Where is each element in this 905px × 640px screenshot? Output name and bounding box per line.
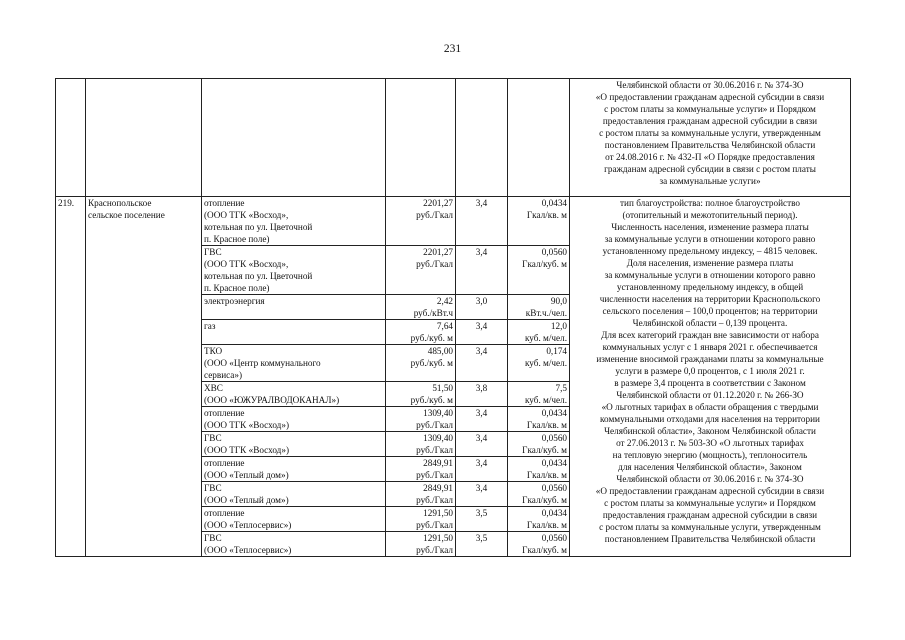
- tariff-value: [386, 345, 456, 382]
- service-line: (ООО ТГК «Восход»,: [204, 210, 289, 220]
- standard-line: 0,0560: [541, 433, 567, 443]
- service-line: электроэнергия: [204, 296, 265, 306]
- service-line: ХВС: [204, 383, 223, 393]
- note-line: предоставления гражданам адресной субсидии в связи: [602, 510, 818, 520]
- note-line: за коммунальные услуги в отношении которого равно: [604, 234, 816, 244]
- service-name: [202, 532, 386, 557]
- index-value: 3,4: [456, 345, 508, 382]
- tariff-line: 1291,50: [423, 508, 453, 518]
- tariff-value: [386, 197, 456, 246]
- tariff-line: 2849,91: [423, 483, 453, 493]
- note-line: «О льготных тарифах в области обращения с твердыми: [601, 402, 819, 412]
- service-line: котельная по ул. Цветочной: [204, 271, 313, 281]
- tariff-line: 1309,40: [423, 408, 453, 418]
- tariff-line: руб./Гкал: [416, 420, 453, 430]
- municipality-line: сельское поселение: [88, 210, 165, 220]
- note-line: тип благоустройства: полное благоустройство: [620, 198, 800, 208]
- note-line: «О предоставлении гражданам адресной субсидии в связи: [595, 92, 825, 102]
- standard-value: [508, 407, 570, 432]
- continuation-row: [56, 79, 851, 197]
- service-line: ГВС: [204, 483, 222, 493]
- tariff-value: [386, 457, 456, 482]
- standard-value: [508, 507, 570, 532]
- service-name: [202, 407, 386, 432]
- note-line: Численность населения, изменение размера платы: [611, 222, 809, 232]
- standard-line: 0,0434: [541, 458, 567, 468]
- standard-line: куб. м/чел.: [524, 358, 567, 368]
- standard-line: 12,0: [550, 321, 567, 331]
- note-line: постановлением Правительства Челябинской области: [604, 534, 816, 544]
- note-line: численности населения на территории Краснопольского: [599, 294, 821, 304]
- standard-line: Гкал/куб. м: [522, 545, 567, 555]
- index-value: 3,0: [456, 295, 508, 320]
- tariff-line: 2,42: [436, 296, 453, 306]
- service-line: котельная по ул. Цветочной: [204, 222, 313, 232]
- standard-value: [508, 532, 570, 557]
- note-line: коммунальными отходами для населения на территории: [600, 414, 820, 424]
- entry-number: 219.: [56, 197, 86, 557]
- note-line: установленному предельному индексу, в общей: [616, 282, 804, 292]
- tariff-value: [386, 407, 456, 432]
- note-line: Челябинской области – 0,139 процента.: [632, 318, 788, 328]
- service-line: (ООО «ЮЖУРАЛВОДОКАНАЛ»): [204, 395, 340, 405]
- tariff-line: руб./Гкал: [416, 445, 453, 455]
- service-line: отопление: [204, 458, 245, 468]
- note-line: от 27.06.2013 г. № 503-ЗО «О льготных тарифах: [616, 438, 804, 448]
- service-name: [202, 507, 386, 532]
- standard-line: 0,0434: [541, 408, 567, 418]
- standard-line: куб. м/чел.: [524, 333, 567, 343]
- service-line: отопление: [204, 408, 245, 418]
- tariff-line: 7,64: [436, 321, 453, 331]
- standard-line: Гкал/кв. м: [526, 210, 567, 220]
- tariff-line: руб./Гкал: [416, 470, 453, 480]
- tariff-value: [386, 295, 456, 320]
- tariff-value: [386, 532, 456, 557]
- note-line: Челябинской области от 30.06.2016 г. № 374-ЗО: [616, 80, 804, 90]
- service-name: [202, 382, 386, 407]
- standard-line: куб. м/чел.: [524, 395, 567, 405]
- note-line: на тепловую энергию (мощность), теплоноситель: [612, 450, 808, 460]
- service-line: (ООО ТГК «Восход»,: [204, 259, 289, 269]
- service-line: отопление: [204, 198, 245, 208]
- service-line: отопление: [204, 508, 245, 518]
- service-name: [202, 345, 386, 382]
- index-value: 3,4: [456, 197, 508, 246]
- service-line: (ООО ТГК «Восход»): [204, 420, 290, 430]
- standard-line: Гкал/кв. м: [526, 520, 567, 530]
- standard-value: [508, 295, 570, 320]
- index-value: 3,4: [456, 457, 508, 482]
- tariff-line: руб./куб. м: [410, 333, 453, 343]
- standard-line: Гкал/кв. м: [526, 420, 567, 430]
- note-line: постановлением Правительства Челябинской области: [604, 140, 816, 150]
- service-name: [202, 432, 386, 457]
- municipality-name: [86, 197, 202, 557]
- tariff-value: [386, 507, 456, 532]
- index-value: 3,4: [456, 320, 508, 345]
- note-line: предоставления гражданам адресной субсидии в связи: [602, 116, 818, 126]
- tariff-value: [386, 246, 456, 295]
- standard-line: 0,0560: [541, 533, 567, 543]
- note-line: с ростом платы за коммунальные услуги» и Порядком: [604, 104, 816, 114]
- tariff-line: руб./куб. м: [410, 395, 453, 405]
- service-line: п. Красное поле): [204, 283, 270, 293]
- standard-line: кВт.ч./чел.: [525, 308, 567, 318]
- note-line: услуги в размере 0,0 процентов, с 1 июля 2021 г.: [615, 366, 805, 376]
- page-number: 231: [443, 43, 462, 55]
- service-line: (ООО «Центр коммунального: [204, 358, 321, 368]
- standard-value: [508, 432, 570, 457]
- note-line: «О предоставлении гражданам адресной субсидии в связи: [595, 486, 825, 496]
- service-line: сервиса»): [204, 370, 243, 380]
- service-line: ГВС: [204, 533, 222, 543]
- standard-value: [508, 197, 570, 246]
- service-line: газ: [204, 321, 216, 331]
- note-line: за коммунальные услуги»: [659, 176, 761, 186]
- standard-line: 90,0: [550, 296, 567, 306]
- service-name: [202, 197, 386, 246]
- tariff-line: руб./кВт.ч: [413, 308, 453, 318]
- standard-line: 0,174: [546, 346, 567, 356]
- service-name: [202, 320, 386, 345]
- note-line: Челябинской области от 30.06.2016 г. № 374-ЗО: [616, 474, 804, 484]
- standard-value: [508, 482, 570, 507]
- tariff-line: руб./куб. м: [410, 358, 453, 368]
- tariff-value: [386, 382, 456, 407]
- standard-line: 7,5: [555, 383, 567, 393]
- standard-line: Гкал/куб. м: [522, 259, 567, 269]
- service-line: (ООО ТГК «Восход»): [204, 445, 290, 455]
- standard-line: Гкал/куб. м: [522, 445, 567, 455]
- index-value: 3,5: [456, 507, 508, 532]
- tariff-line: 1309,40: [423, 433, 453, 443]
- note-line: для населения Челябинской области», Законом: [618, 462, 802, 472]
- tariff-table: [55, 78, 851, 557]
- tariff-line: руб./Гкал: [416, 520, 453, 530]
- standard-value: [508, 246, 570, 295]
- standard-value: [508, 320, 570, 345]
- tariff-line: 485,00: [427, 346, 453, 356]
- note-line: Челябинской области от 01.12.2020 г. № 266-ЗО: [616, 390, 804, 400]
- tariff-line: руб./Гкал: [416, 259, 453, 269]
- note-line: Доля населения, изменение размера платы: [626, 258, 794, 268]
- tariff-line: 2201,27: [423, 247, 453, 257]
- note-line: изменение вносимой гражданами платы за коммунальные: [596, 354, 824, 364]
- tariff-value: [386, 482, 456, 507]
- note-line: сельского поселения – 100,0 процентов; на территории: [602, 306, 818, 316]
- standard-line: 0,0560: [541, 483, 567, 493]
- note-line: Для всех категорий граждан вне зависимости от набора: [601, 330, 819, 340]
- continuation-note: [570, 79, 851, 197]
- tariff-line: 2201,27: [423, 198, 453, 208]
- index-value: 3,4: [456, 482, 508, 507]
- note-line: Челябинской области», Законом Челябинской области: [604, 426, 816, 436]
- note-line: в размере 3,4 процента в соответствии с Законом: [614, 378, 806, 388]
- note-line: за коммунальные услуги в отношении которого равно: [604, 270, 816, 280]
- note-line: установленному предельному индексу, – 4815 человек.: [602, 246, 818, 256]
- service-line: (ООО «Теплосервис»): [204, 545, 292, 555]
- entry-note: [570, 197, 851, 557]
- note-line: с ростом платы за коммунальные услуги» и Порядком: [604, 498, 816, 508]
- service-line: (ООО «Теплый дом»): [204, 470, 289, 480]
- tariff-line: 1291,50: [423, 533, 453, 543]
- service-line: (ООО «Теплый дом»): [204, 495, 289, 505]
- service-name: [202, 457, 386, 482]
- tariff-line: 2849,91: [423, 458, 453, 468]
- note-line: с ростом платы за коммунальные услуги, утвержденным: [599, 128, 821, 138]
- tariff-value: [386, 320, 456, 345]
- standard-value: [508, 457, 570, 482]
- standard-line: 0,0560: [541, 247, 567, 257]
- index-value: 3,4: [456, 407, 508, 432]
- note-line: с ростом платы за коммунальные услуги, утвержденным: [599, 522, 821, 532]
- index-value: 3,4: [456, 432, 508, 457]
- service-name: [202, 482, 386, 507]
- standard-line: 0,0434: [541, 508, 567, 518]
- standard-line: Гкал/куб. м: [522, 495, 567, 505]
- note-line: (отопительный и межотопительный период).: [622, 210, 798, 220]
- tariff-line: руб./Гкал: [416, 545, 453, 555]
- service-line: п. Красное поле): [204, 234, 270, 244]
- index-value: 3,4: [456, 246, 508, 295]
- tariff-line: руб./Гкал: [416, 210, 453, 220]
- service-name: [202, 295, 386, 320]
- note-line: гражданам адресной субсидии в связи с ростом платы: [604, 164, 816, 174]
- standard-value: [508, 345, 570, 382]
- standard-value: [508, 382, 570, 407]
- service-name: [202, 246, 386, 295]
- service-line: ГВС: [204, 247, 222, 257]
- table-row: [56, 197, 851, 246]
- note-line: коммунальных услуг с 1 января 2021 г. обеспечивается: [602, 342, 818, 352]
- service-line: ТКО: [204, 346, 223, 356]
- index-value: 3,5: [456, 532, 508, 557]
- tariff-line: 51,50: [432, 383, 453, 393]
- service-line: (ООО «Теплосервис»): [204, 520, 292, 530]
- note-line: от 24.08.2016 г. № 432-П «О Порядке предоставления: [605, 152, 815, 162]
- standard-line: Гкал/кв. м: [526, 470, 567, 480]
- tariff-value: [386, 432, 456, 457]
- index-value: 3,8: [456, 382, 508, 407]
- municipality-line: Краснопольское: [88, 198, 152, 208]
- standard-line: 0,0434: [541, 198, 567, 208]
- tariff-line: руб./Гкал: [416, 495, 453, 505]
- service-line: ГВС: [204, 433, 222, 443]
